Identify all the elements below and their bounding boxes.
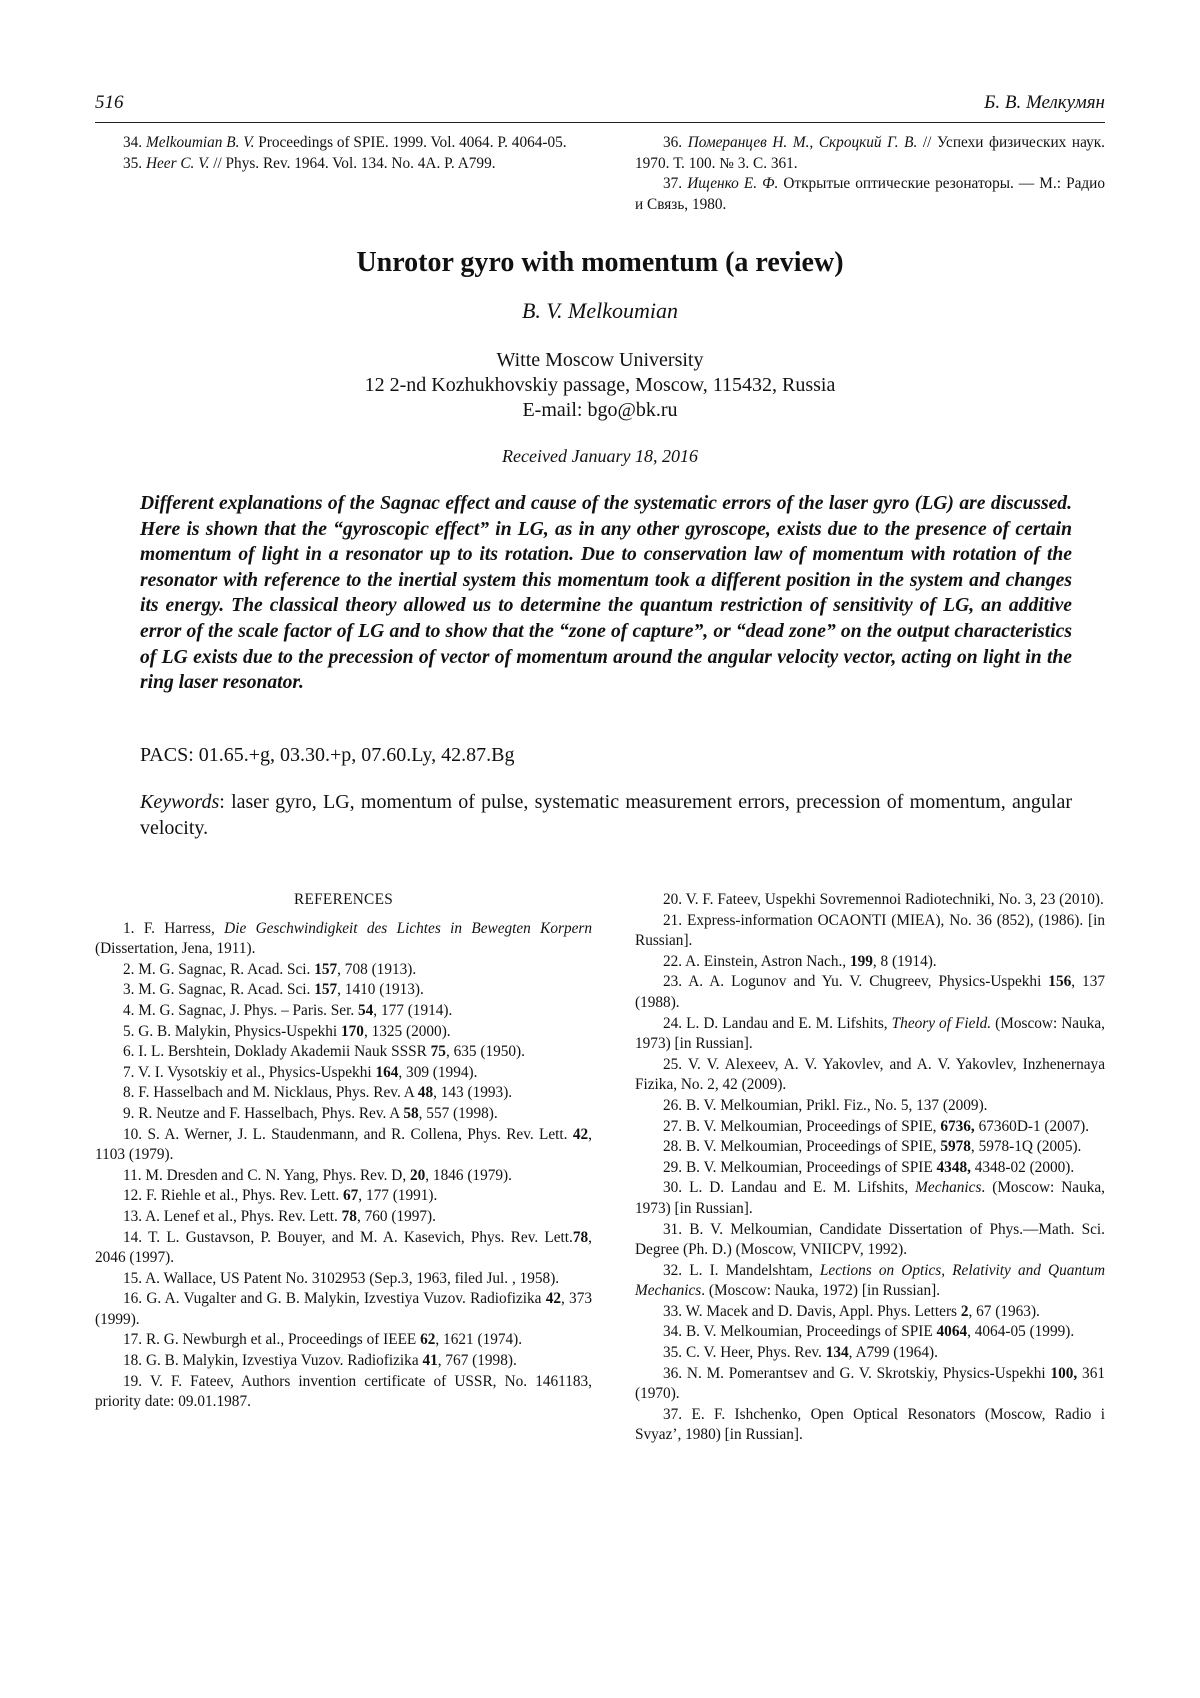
reference-item: 12. F. Riehle et al., Phys. Rev. Lett. 67, 177 (1991). [123, 1187, 438, 1205]
reference-item: 13. A. Lenef et al., Phys. Rev. Lett. 78, 760 (1997). [123, 1207, 436, 1225]
article-title: Unrotor gyro with momentum (a review) [356, 247, 844, 278]
reference-item: 3. M. G. Sagnac, R. Acad. Sci. 157, 1410 (1913). [123, 981, 424, 999]
reference-item: 27. B. V. Melkoumian, Proceedings of SPIE, 6736, 67360D-1 (2007). [663, 1117, 1090, 1135]
reference-item: 23. A. A. Logunov and Yu. V. Chugreev, Physics-Uspekhi 156, 137 (1988). [635, 973, 1105, 1011]
reference-item: 4. M. G. Sagnac, J. Phys. – Paris. Ser. 54, 177 (1914). [123, 1001, 453, 1019]
reference-item: 25. V. V. Alexeev, A. V. Yakovlev, and A. V. Yakovlev, Inzhenernaya Fizika, No. 2, 42 (2009). [635, 1055, 1105, 1094]
abstract: Different explanations of the Sagnac effect and cause of the systematic errors of the laser gyro (LG) are discussed. Here is shown that the “gyroscopic effect” in LG, as in any other gyroscope, exists due to the presence of certain momentum of light in a resonator up to its rotation. Due to conservation law of momentum with rotation of the resonator with reference to the inertial system this momentum took a different position in the system and changes its energy. The classical theory allowed us to determine the quantum restriction of sensitivity of LG, an additive error of the scale factor of LG and to show that the “zone of capture”, or “dead zone” on the output characteristics of LG exists due to the precession of vector of momentum around the angular velocity vector, acting on light in the ring laser resonator. [140, 493, 1072, 694]
affiliation-line: Witte Moscow University [496, 349, 704, 371]
reference-item: 1. F. Harress, Die Geschwindigkeit des Lichtes in Bewegten Korpern (Dissertation, Jena, 1911). [95, 919, 592, 958]
reference-item: 20. V. F. Fateev, Uspekhi Sovremennoi Radiotechniki, No. 3, 23 (2010). [663, 891, 1104, 908]
reference-item: 35. Heer C. V. // Phys. Rev. 1964. Vol. 134. No. 4A. P. A799. [123, 154, 496, 172]
reference-item: 33. W. Macek and D. Davis, Appl. Phys. Letters 2, 67 (1963). [663, 1302, 1040, 1320]
reference-item: 15. A. Wallace, US Patent No. 3102953 (Sep.3, 1963, filed Jul. , 1958). [123, 1269, 560, 1287]
received-date: Received January 18, 2016 [502, 446, 698, 466]
keywords [140, 789, 1072, 841]
affiliation [95, 348, 1105, 423]
reference-item: 2. M. G. Sagnac, R. Acad. Sci. 157, 708 (1913). [123, 960, 417, 978]
author-email: E-mail: bgo@bk.ru [522, 399, 678, 421]
reference-item: 21. Express-information OCAONTI (MIEA), No. 36 (852), (1986). [in Russian]. [635, 911, 1105, 950]
header-rule [95, 122, 1105, 123]
reference-item: 36. Померанцев Н. М., Скроцкий Г. В. // Успехи физических наук. 1970. Т. 100. № 3. С. 361. [635, 134, 1105, 172]
references-right-column [635, 890, 1105, 1446]
references-left-column [95, 890, 592, 1413]
reference-item: 17. R. G. Newburgh et al., Proceedings of IEEE 62, 1621 (1974). [123, 1331, 523, 1349]
keywords-label: Keywords [140, 791, 220, 813]
reference-item: 8. F. Hasselbach and M. Nicklaus, Phys. Rev. A 48, 143 (1993). [123, 1084, 513, 1102]
pacs-codes: PACS: 01.65.+g, 03.30.+p, 07.60.Ly, 42.87.Bg [140, 744, 515, 766]
keywords-text: : laser gyro, LG, momentum of pulse, systematic measurement errors, precession of momentum, angular velocity. [140, 791, 1072, 839]
reference-item: 18. G. B. Malykin, Izvestiya Vuzov. Radiofizika 41, 767 (1998). [123, 1352, 517, 1370]
reference-item: 34. Melkoumian B. V. Proceedings of SPIE. 1999. Vol. 4064. P. 4064-05. [123, 134, 567, 151]
previous-references-left [95, 133, 592, 174]
running-header [95, 92, 1105, 118]
reference-item: 7. V. I. Vysotskiy et al., Physics-Uspekhi 164, 309 (1994). [123, 1063, 478, 1081]
reference-item: 37. E. F. Ishchenko, Open Optical Resonators (Moscow, Radio i Svyaz’, 1980) [in Russian]. [635, 1405, 1105, 1444]
reference-item: 19. V. F. Fateev, Authors invention certificate of USSR, No. 1461183, priority date: 09.01.1987. [95, 1372, 592, 1411]
page-number: 516 [95, 92, 124, 113]
reference-item: 16. G. A. Vugalter and G. B. Malykin, Izvestiya Vuzov. Radiofizika 42, 373 (1999). [95, 1290, 592, 1328]
running-author: Б. В. Мелкумян [984, 92, 1105, 113]
article-author: B. V. Melkoumian [521, 298, 678, 323]
reference-item: 29. B. V. Melkoumian, Proceedings of SPIE 4348, 4348-02 (2000). [663, 1158, 1075, 1176]
reference-item: 5. G. B. Malykin, Physics-Uspekhi 170, 1325 (2000). [123, 1022, 451, 1040]
reference-item: 36. N. M. Pomerantsev and G. V. Skrotskiy, Physics-Uspekhi 100, 361 (1970). [635, 1364, 1105, 1403]
reference-item: 10. S. A. Werner, J. L. Staudenmann, and R. Collena, Phys. Rev. Lett. 42, 1103 (1979). [95, 1125, 592, 1164]
reference-item: 37. Ищенко Е. Ф. Открытые оптические резонаторы. — М.: Радио и Связь, 1980. [635, 175, 1105, 213]
reference-item: 35. C. V. Heer, Phys. Rev. 134, A799 (1964). [663, 1344, 938, 1362]
reference-item: 11. M. Dresden and C. N. Yang, Phys. Rev. D, 20, 1846 (1979). [123, 1166, 512, 1184]
reference-item: 6. I. L. Bershtein, Doklady Akademii Nauk SSSR 75, 635 (1950). [123, 1043, 525, 1061]
reference-item: 22. A. Einstein, Astron Nach., 199, 8 (1914). [663, 952, 937, 970]
reference-item: 31. B. V. Melkoumian, Candidate Dissertation of Phys.—Math. Sci. Degree (Ph. D.) (Moscow, VNIICPV, 1992). [635, 1220, 1105, 1259]
references-heading: REFERENCES [293, 891, 394, 908]
previous-references-right [635, 133, 1105, 215]
reference-item: 28. B. V. Melkoumian, Proceedings of SPIE, 5978, 5978-1Q (2005). [663, 1138, 1082, 1156]
reference-item: 24. L. D. Landau and E. M. Lifshits, Theory of Field. (Moscow: Nauka, 1973) [in Russian]. [635, 1014, 1105, 1053]
reference-item: 9. R. Neutze and F. Hasselbach, Phys. Rev. A 58, 557 (1998). [123, 1104, 498, 1122]
reference-item: 34. B. V. Melkoumian, Proceedings of SPIE 4064, 4064-05 (1999). [663, 1323, 1075, 1341]
reference-item: 14. T. L. Gustavson, P. Bouyer, and M. A. Kasevich, Phys. Rev. Lett.78, 2046 (1997). [95, 1228, 592, 1267]
reference-item: 26. B. V. Melkoumian, Prikl. Fiz., No. 5, 137 (2009). [663, 1096, 988, 1114]
affiliation-address: 12 2-nd Kozhukhovskiy passage, Moscow, 115432, Russia [364, 374, 836, 396]
reference-item: 30. L. D. Landau and E. M. Lifshits, Mechanics. (Moscow: Nauka, 1973) [in Russian]. [635, 1179, 1105, 1217]
reference-item: 32. L. I. Mandelshtam, Lections on Optics, Relativity and Quantum Mechanics. (Moscow: Nauka, 1972) [in Russian]. [635, 1261, 1105, 1300]
